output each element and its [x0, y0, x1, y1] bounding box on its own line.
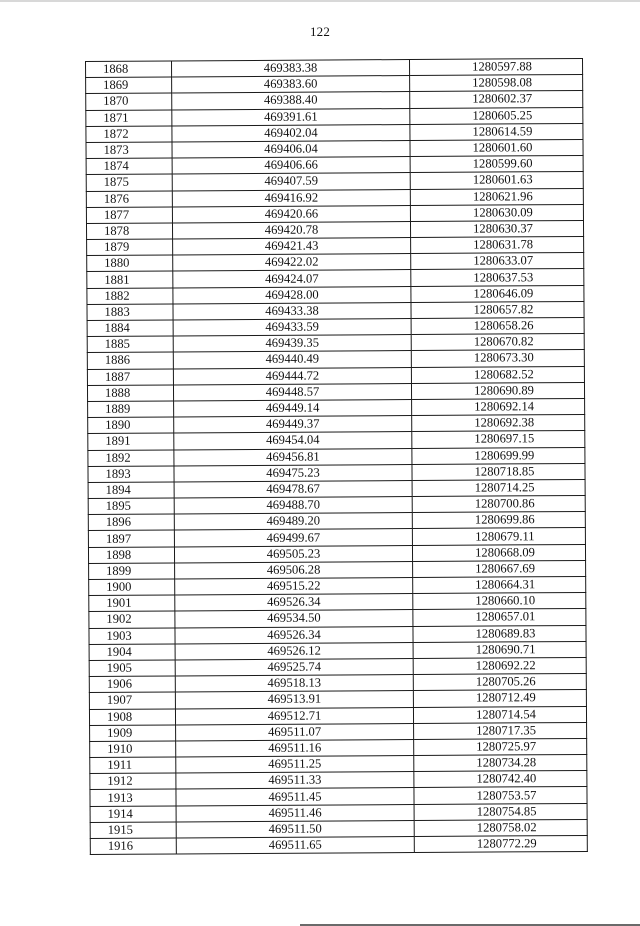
y-coordinate-cell: 1280754.85 [414, 803, 587, 820]
point-number-cell: 1875 [86, 174, 172, 191]
scan-top-edge [0, 0, 640, 2]
y-coordinate-cell: 1280630.09 [410, 204, 583, 221]
point-number-cell: 1876 [86, 190, 172, 207]
point-number-cell: 1883 [87, 304, 173, 321]
y-coordinate-cell: 1280714.25 [412, 479, 585, 496]
x-coordinate-cell: 469456.81 [174, 448, 412, 466]
y-coordinate-cell: 1280718.85 [412, 463, 585, 480]
x-coordinate-cell: 469515.22 [175, 578, 413, 596]
x-coordinate-cell: 469526.12 [175, 642, 413, 660]
y-coordinate-cell: 1280753.57 [414, 787, 587, 804]
x-coordinate-cell: 469513.91 [175, 691, 413, 709]
point-number-cell: 1886 [87, 352, 173, 369]
point-number-cell: 1898 [88, 547, 174, 564]
point-number-cell: 1884 [87, 320, 173, 337]
point-number-cell: 1891 [88, 433, 174, 450]
point-number-cell: 1877 [86, 207, 172, 224]
x-coordinate-cell: 469478.67 [174, 480, 412, 498]
x-coordinate-cell: 469488.70 [174, 497, 412, 515]
x-coordinate-cell: 469424.07 [173, 270, 411, 288]
point-number-cell: 1914 [90, 806, 176, 823]
x-coordinate-cell: 469383.38 [172, 60, 410, 78]
x-coordinate-cell: 469421.43 [173, 238, 411, 256]
y-coordinate-cell: 1280670.82 [411, 334, 584, 351]
y-coordinate-cell: 1280689.83 [413, 625, 586, 642]
point-number-cell: 1870 [86, 93, 172, 110]
x-coordinate-cell: 469525.74 [175, 658, 413, 676]
x-coordinate-cell: 469475.23 [174, 464, 412, 482]
y-coordinate-cell: 1280599.60 [410, 156, 583, 173]
x-coordinate-cell: 469388.40 [172, 92, 410, 110]
x-coordinate-cell: 469526.34 [175, 626, 413, 644]
y-coordinate-cell: 1280597.88 [409, 58, 582, 75]
y-coordinate-cell: 1280772.29 [414, 835, 587, 852]
x-coordinate-cell: 469489.20 [174, 513, 412, 531]
point-number-cell: 1911 [90, 757, 176, 774]
x-coordinate-cell: 469534.50 [175, 610, 413, 628]
y-coordinate-cell: 1280658.26 [411, 317, 584, 334]
point-number-cell: 1880 [87, 255, 173, 272]
point-number-cell: 1895 [88, 498, 174, 515]
x-coordinate-cell: 469511.50 [176, 820, 414, 838]
x-coordinate-cell: 469383.60 [172, 76, 410, 94]
point-number-cell: 1889 [88, 401, 174, 418]
y-coordinate-cell: 1280630.37 [410, 220, 583, 237]
y-coordinate-cell: 1280660.10 [413, 593, 586, 610]
x-coordinate-cell: 469444.72 [173, 367, 411, 385]
y-coordinate-cell: 1280668.09 [412, 544, 585, 561]
y-coordinate-cell: 1280631.78 [411, 237, 584, 254]
point-number-cell: 1908 [89, 708, 175, 725]
x-coordinate-cell: 469449.14 [174, 399, 412, 417]
y-coordinate-cell: 1280699.99 [412, 447, 585, 464]
point-number-cell: 1906 [89, 676, 175, 693]
x-coordinate-cell: 469526.34 [175, 594, 413, 612]
x-coordinate-cell: 469511.16 [176, 739, 414, 757]
point-number-cell: 1882 [87, 288, 173, 305]
y-coordinate-cell: 1280734.28 [414, 755, 587, 772]
point-number-cell: 1873 [86, 142, 172, 159]
x-coordinate-cell: 469428.00 [173, 286, 411, 304]
point-number-cell: 1878 [86, 223, 172, 240]
x-coordinate-cell: 469391.61 [172, 108, 410, 126]
point-number-cell: 1905 [89, 660, 175, 677]
y-coordinate-cell: 1280700.86 [412, 496, 585, 513]
point-number-cell: 1907 [89, 692, 175, 709]
x-coordinate-cell: 469449.37 [174, 416, 412, 434]
point-number-cell: 1910 [90, 741, 176, 758]
y-coordinate-cell: 1280714.54 [413, 706, 586, 723]
y-coordinate-cell: 1280614.59 [410, 123, 583, 140]
x-coordinate-cell: 469511.25 [176, 756, 414, 774]
x-coordinate-cell: 469416.92 [172, 189, 410, 207]
y-coordinate-cell: 1280699.86 [412, 512, 585, 529]
y-coordinate-cell: 1280725.97 [414, 738, 587, 755]
x-coordinate-cell: 469505.23 [174, 545, 412, 563]
y-coordinate-cell: 1280697.15 [412, 431, 585, 448]
y-coordinate-cell: 1280682.52 [411, 366, 584, 383]
x-coordinate-cell: 469506.28 [175, 561, 413, 579]
point-number-cell: 1869 [86, 77, 172, 94]
point-number-cell: 1901 [89, 595, 175, 612]
y-coordinate-cell: 1280758.02 [414, 819, 587, 836]
point-number-cell: 1892 [88, 449, 174, 466]
x-coordinate-cell: 469511.45 [176, 788, 414, 806]
y-coordinate-cell: 1280605.25 [410, 107, 583, 124]
y-coordinate-cell: 1280679.11 [412, 528, 585, 545]
point-number-cell: 1887 [87, 369, 173, 386]
point-number-cell: 1904 [89, 644, 175, 661]
y-coordinate-cell: 1280602.37 [410, 91, 583, 108]
point-number-cell: 1871 [86, 110, 172, 127]
point-number-cell: 1872 [86, 126, 172, 143]
x-coordinate-cell: 469407.59 [172, 173, 410, 191]
x-coordinate-cell: 469454.04 [174, 432, 412, 450]
table-row [90, 835, 587, 854]
y-coordinate-cell: 1280657.01 [413, 609, 586, 626]
y-coordinate-cell: 1280712.49 [413, 690, 586, 707]
coordinates-table-body [86, 58, 588, 854]
x-coordinate-cell: 469511.46 [176, 804, 414, 822]
x-coordinate-cell: 469512.71 [175, 707, 413, 725]
point-number-cell: 1881 [87, 271, 173, 288]
coordinates-table [85, 58, 588, 855]
page-number: 122 [309, 24, 331, 39]
point-number-cell: 1874 [86, 158, 172, 175]
x-coordinate-cell: 469511.07 [176, 723, 414, 741]
x-coordinate-cell: 469440.49 [173, 351, 411, 369]
y-coordinate-cell: 1280646.09 [411, 285, 584, 302]
y-coordinate-cell: 1280705.26 [413, 674, 586, 691]
point-number-cell: 1903 [89, 628, 175, 645]
x-coordinate-cell: 469499.67 [174, 529, 412, 547]
point-number-cell: 1897 [88, 530, 174, 547]
point-number-cell: 1912 [90, 773, 176, 790]
y-coordinate-cell: 1280717.35 [414, 722, 587, 739]
y-coordinate-cell: 1280692.22 [413, 657, 586, 674]
y-coordinate-cell: 1280742.40 [414, 771, 587, 788]
point-number-cell: 1868 [86, 61, 172, 78]
point-number-cell: 1890 [88, 417, 174, 434]
point-number-cell: 1899 [89, 563, 175, 580]
x-coordinate-cell: 469518.13 [175, 675, 413, 693]
x-coordinate-cell: 469406.66 [172, 157, 410, 175]
y-coordinate-cell: 1280637.53 [411, 269, 584, 286]
point-number-cell: 1893 [88, 466, 174, 483]
point-number-cell: 1913 [90, 789, 176, 806]
y-coordinate-cell: 1280690.71 [413, 641, 586, 658]
x-coordinate-cell: 469402.04 [172, 124, 410, 142]
x-coordinate-cell: 469420.78 [172, 221, 410, 239]
x-coordinate-cell: 469439.35 [173, 335, 411, 353]
point-number-cell: 1888 [87, 385, 173, 402]
point-number-cell: 1902 [89, 611, 175, 628]
point-number-cell: 1909 [90, 725, 176, 742]
y-coordinate-cell: 1280601.63 [410, 172, 583, 189]
y-coordinate-cell: 1280598.08 [410, 75, 583, 92]
y-coordinate-cell: 1280692.38 [412, 415, 585, 432]
point-number-cell: 1894 [88, 482, 174, 499]
y-coordinate-cell: 1280664.31 [413, 576, 586, 593]
y-coordinate-cell: 1280621.96 [410, 188, 583, 205]
y-coordinate-cell: 1280690.89 [411, 382, 584, 399]
x-coordinate-cell: 469511.33 [176, 772, 414, 790]
point-number-cell: 1896 [88, 514, 174, 531]
x-coordinate-cell: 469406.04 [172, 140, 410, 158]
y-coordinate-cell: 1280601.60 [410, 139, 583, 156]
x-coordinate-cell: 469433.38 [173, 302, 411, 320]
point-number-cell: 1885 [87, 336, 173, 353]
point-number-cell: 1879 [87, 239, 173, 256]
y-coordinate-cell: 1280657.82 [411, 301, 584, 318]
y-coordinate-cell: 1280673.30 [411, 350, 584, 367]
y-coordinate-cell: 1280633.07 [411, 253, 584, 270]
x-coordinate-cell: 469511.65 [176, 837, 414, 855]
y-coordinate-cell: 1280692.14 [412, 398, 585, 415]
x-coordinate-cell: 469448.57 [173, 383, 411, 401]
y-coordinate-cell: 1280667.69 [413, 560, 586, 577]
point-number-cell: 1915 [90, 822, 176, 839]
x-coordinate-cell: 469433.59 [173, 319, 411, 337]
point-number-cell: 1916 [90, 838, 176, 855]
point-number-cell: 1900 [89, 579, 175, 596]
x-coordinate-cell: 469422.02 [173, 254, 411, 272]
x-coordinate-cell: 469420.66 [172, 205, 410, 223]
